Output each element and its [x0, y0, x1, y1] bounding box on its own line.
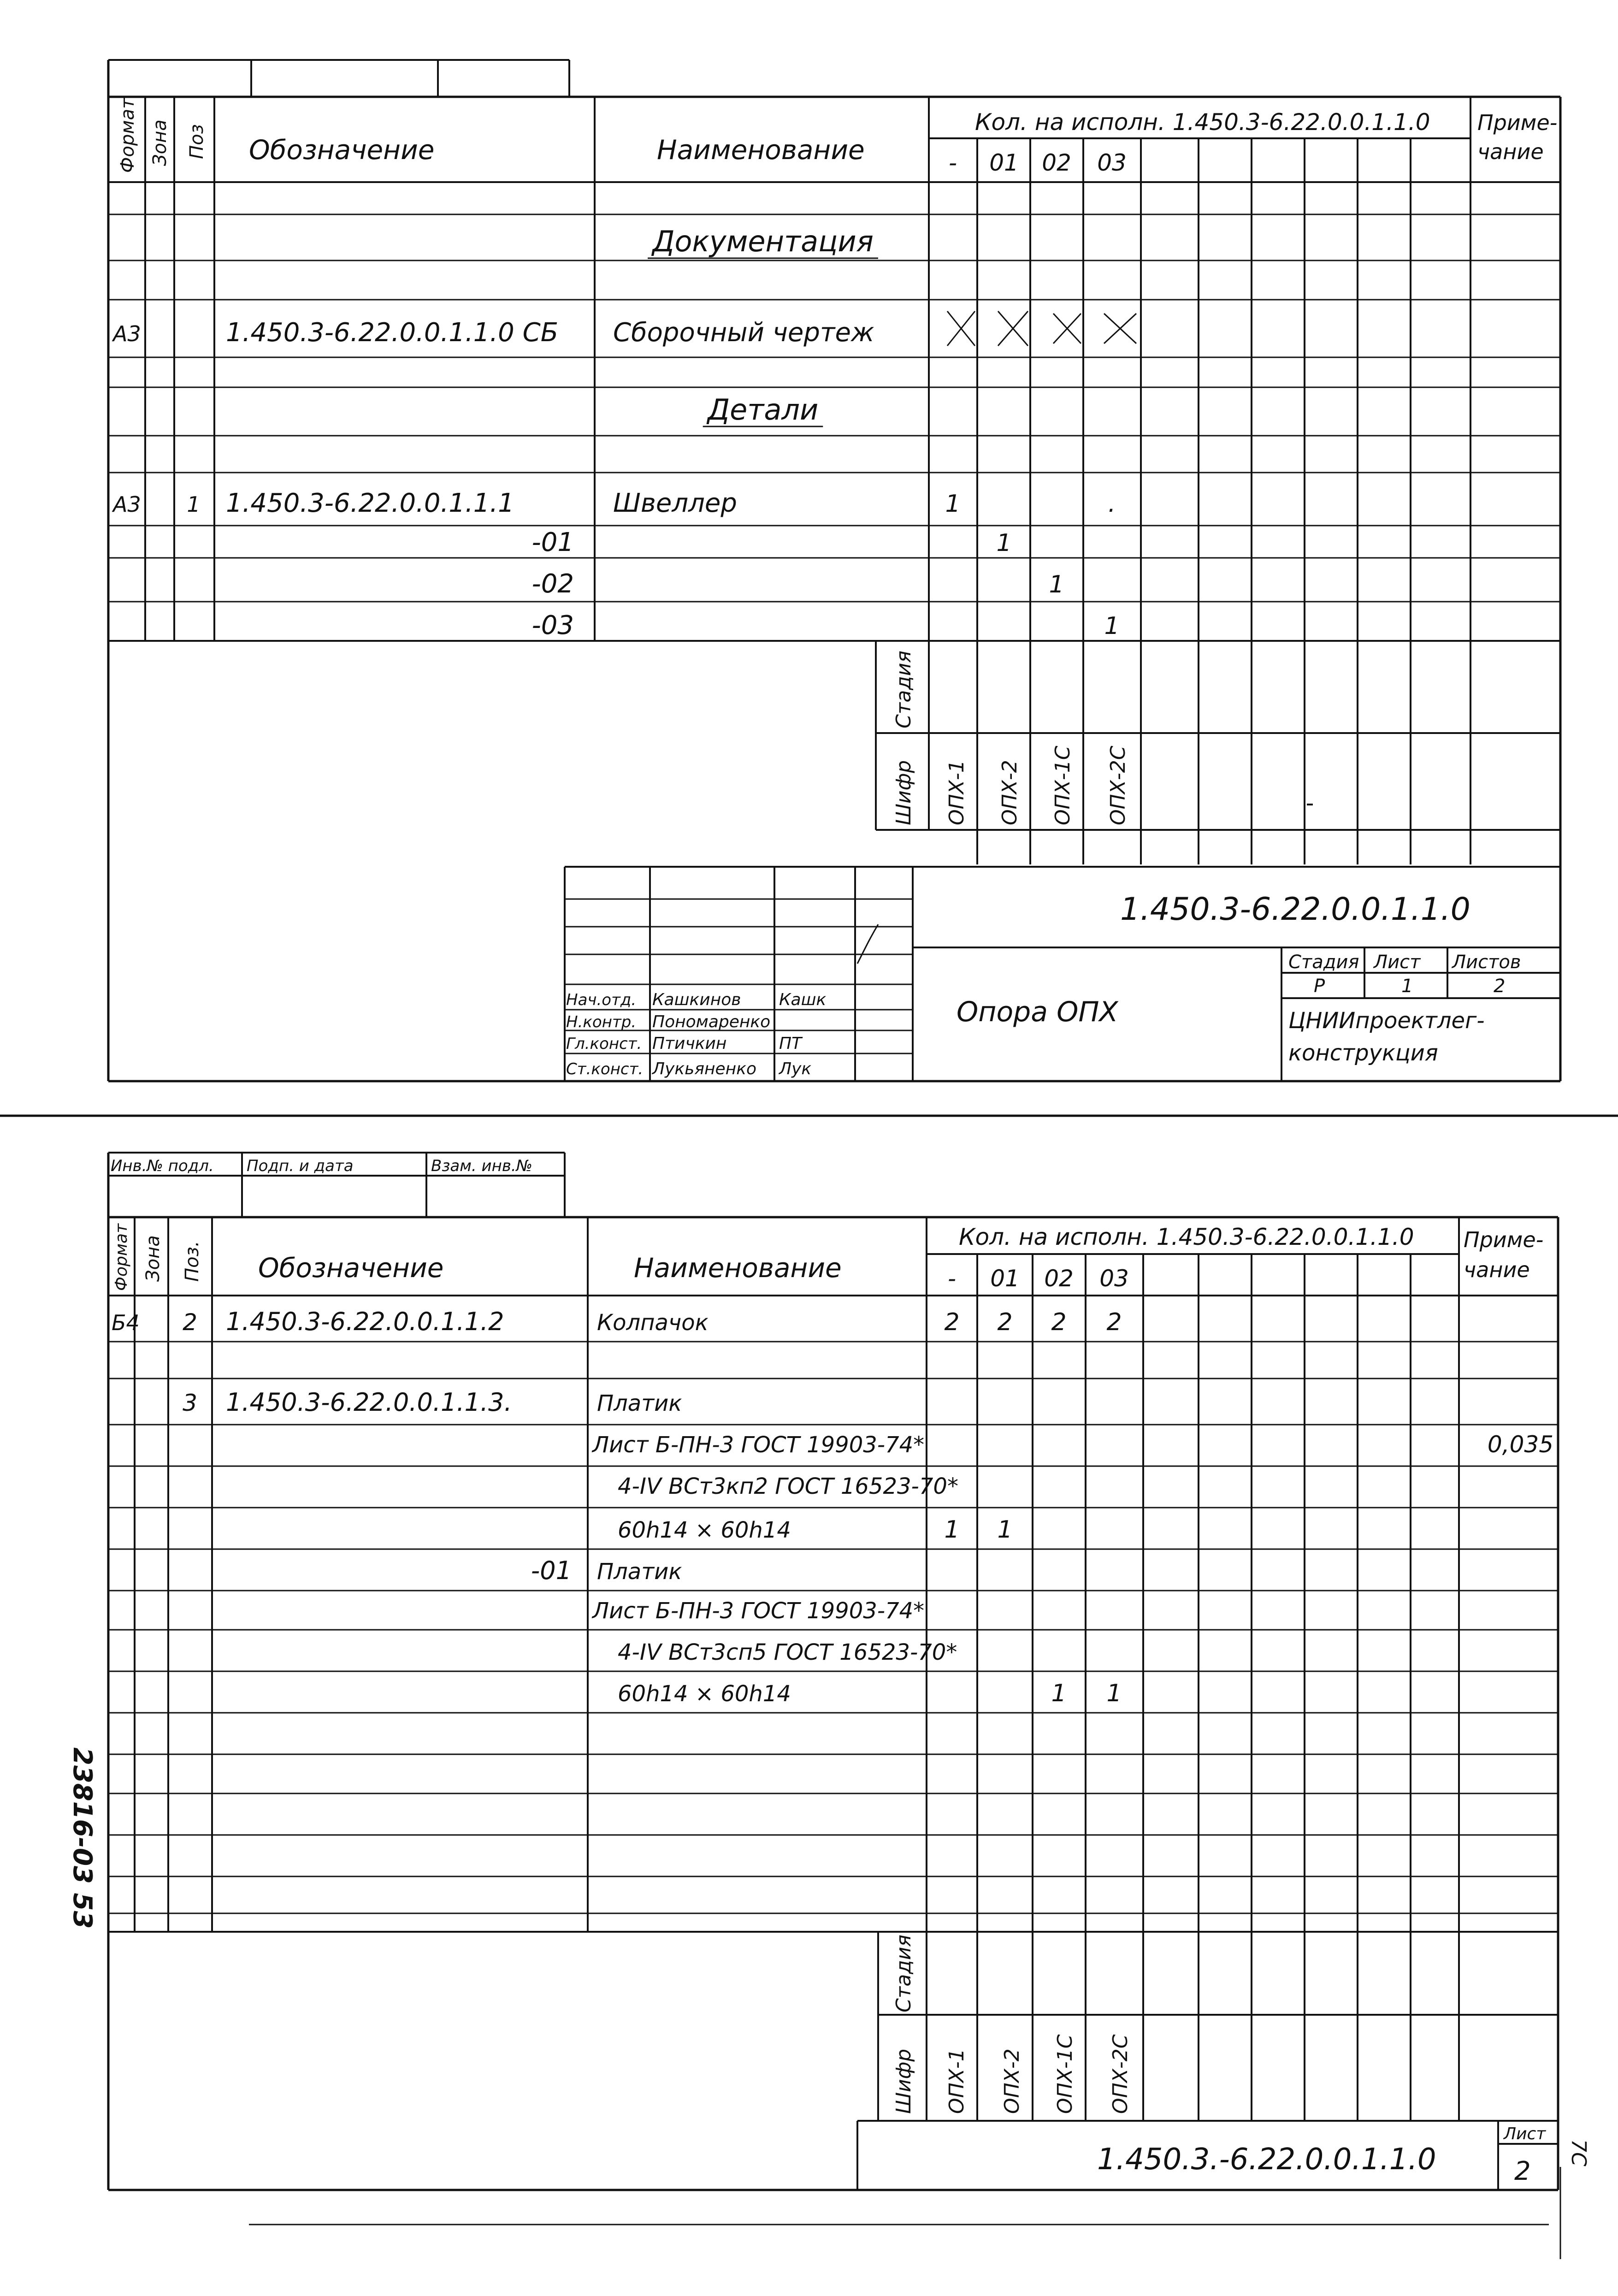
row-format: А3 — [113, 321, 141, 346]
sheet-2 — [67, 1153, 1590, 2259]
row-designation-2: 1.450.3-6.22.0.0.1.1.3. — [226, 1388, 512, 1417]
sheet1-rows — [112, 225, 1120, 640]
header-name-2: Наименование — [634, 1252, 842, 1284]
cipher-label: Шифр — [892, 760, 915, 825]
row-designation-2: 1.450.3-6.22.0.0.1.1.2 — [226, 1307, 504, 1336]
cipher-value-2: ОПХ-2 — [1000, 2048, 1024, 2114]
signatory-role: Н.контр. — [566, 1013, 637, 1031]
row-qty-2: 2 — [1051, 1308, 1067, 1336]
row-name: Швеллер — [613, 488, 737, 518]
signatory-name: Птичкин — [652, 1034, 727, 1053]
bottom-edge — [249, 2167, 1560, 2259]
org-line-1: ЦНИИпроектлег- — [1288, 1008, 1485, 1034]
header-qty-2: Кол. на исполн. 1.450.3-6.22.0.0.1.1.0 — [959, 1224, 1414, 1250]
cipher-value: ОПХ-2 — [998, 760, 1022, 825]
row-designation: -02 — [531, 569, 574, 599]
header-name: Наименование — [657, 134, 865, 166]
row-name-2: Колпачок — [597, 1310, 709, 1336]
exec-header-2: 03 — [1099, 1265, 1129, 1292]
sheet-value-2: 2 — [1514, 2156, 1531, 2186]
row-designation-2: -01 — [531, 1556, 572, 1585]
header-format-2: Формат — [112, 1223, 131, 1291]
signatory-name: Кашкинов — [652, 990, 741, 1009]
exec-header-2: 02 — [1044, 1265, 1074, 1292]
header-zone: Зона — [149, 119, 171, 166]
row-name-2: Лист Б-ПН-3 ГОСТ 19903-74* — [592, 1598, 925, 1624]
label-sign-date: Подп. и дата — [247, 1157, 354, 1175]
cipher-value: ОПХ-2С — [1106, 746, 1130, 825]
exec-header: 01 — [989, 149, 1019, 176]
sheets-value: 2 — [1494, 976, 1506, 997]
sheet1-vert-headers — [117, 97, 207, 173]
sheet2-exec-headers — [948, 1265, 1129, 1292]
sheet2-vert-headers — [112, 1223, 203, 1291]
row-pos: 1 — [187, 492, 201, 517]
cipher-values-2 — [945, 2034, 1132, 2114]
row-name-2: Платик — [597, 1559, 682, 1585]
cipher-value-2: ОПХ-1С — [1053, 2034, 1077, 2114]
sheet2-table-grid — [108, 1217, 1558, 2190]
label-replace-inv: Взам. инв.№ — [431, 1157, 533, 1175]
sheet1-table-grid — [108, 97, 1560, 864]
row-qty: 1 — [996, 529, 1012, 557]
stage-label-2: Стадия — [892, 1935, 915, 2012]
row-qty-2: 1 — [1106, 1680, 1122, 1707]
sheet-value: 1 — [1401, 976, 1413, 997]
exec-header: 02 — [1042, 149, 1071, 176]
stage-value: Р — [1314, 976, 1325, 997]
sheet-header: Лист — [1374, 952, 1421, 973]
side-stamp: 23816-03 53 — [67, 1747, 97, 1929]
row-pos-2: 2 — [183, 1309, 197, 1336]
row-name-2: 4-IV ВСт3кп2 ГОСТ 16523-70* — [618, 1473, 958, 1499]
row-qty-2: 1 — [997, 1516, 1013, 1544]
header-format: Формат — [117, 98, 138, 173]
signatory-name: Пономаренко — [652, 1012, 771, 1031]
sheet-header-2: Лист — [1504, 2124, 1546, 2143]
signatory-role: Ст.конст. — [566, 1060, 644, 1078]
row-qty-2: 2 — [1106, 1308, 1122, 1336]
doc-number-2: 1.450.3.-6.22.0.0.1.1.0 — [1097, 2142, 1436, 2177]
exec-header-2: 01 — [990, 1265, 1020, 1292]
sheet1-top-stub — [108, 60, 569, 97]
row-name-2: Лист Б-ПН-3 ГОСТ 19903-74* — [592, 1432, 925, 1458]
signature: Кашк — [779, 990, 827, 1009]
row-designation: -03 — [531, 610, 574, 640]
header-note-1: Приме- — [1477, 110, 1558, 135]
header-note-2b: чание — [1464, 1257, 1530, 1282]
sheet1-title-text — [957, 891, 1521, 1066]
signatory-role: Нач.отд. — [566, 991, 637, 1009]
header-pos: Поз — [186, 124, 207, 159]
row-pos-2: 3 — [183, 1390, 197, 1416]
sheet1-headers — [249, 109, 1557, 166]
header-note-2a: Приме- — [1464, 1227, 1544, 1252]
row-format-2: Б4 — [112, 1310, 140, 1335]
row-name-2: 4-IV ВСт3сп5 ГОСТ 16523-70* — [618, 1639, 957, 1665]
doc-title: Опора ОПХ — [957, 996, 1118, 1028]
doc-number: 1.450.3-6.22.0.0.1.1.0 — [1120, 891, 1470, 928]
cipher-value-2: ОПХ-1 — [945, 2048, 968, 2114]
row-qty: 1 — [1104, 612, 1120, 640]
row-qty-2: 1 — [1051, 1680, 1067, 1707]
header-note-2: чание — [1477, 139, 1544, 164]
row-designation: 1.450.3-6.22.0.0.1.1.1 — [226, 488, 514, 518]
exec-header: 03 — [1097, 149, 1127, 176]
row-name: Сборочный чертеж — [613, 318, 874, 348]
cipher-label-2: Шифр — [892, 2048, 915, 2114]
header-designation-2: Обозначение — [258, 1252, 444, 1284]
cipher-value: ОПХ-1С — [1051, 746, 1075, 825]
sheets-header: Листов — [1452, 952, 1521, 973]
label-inv-no: Инв.№ подл. — [111, 1157, 214, 1175]
section-heading: Документация — [652, 225, 874, 258]
cipher-values — [945, 746, 1130, 825]
sheet2-stage-cipher — [892, 1935, 1132, 2114]
row-qty-2: 1 — [944, 1516, 960, 1544]
header-zone-2: Зона — [142, 1235, 164, 1282]
signatory-role: Гл.конст. — [566, 1035, 642, 1053]
row-qty: . — [1108, 490, 1116, 518]
header-pos-2: Поз. — [182, 1241, 203, 1282]
cipher-value-2: ОПХ-2С — [1109, 2034, 1132, 2114]
signature: ПТ — [779, 1034, 802, 1053]
row-qty-2: 2 — [997, 1308, 1013, 1336]
sheet1-signatories — [566, 990, 827, 1078]
section-heading: Детали — [707, 393, 819, 426]
row-format: А3 — [113, 492, 141, 517]
sheet-1 — [108, 60, 1560, 1081]
row-name-2: 60h14 × 60h14 — [618, 1517, 791, 1543]
sheet2-top-labels — [111, 1157, 532, 1175]
header-qty: Кол. на исполн. 1.450.3-6.22.0.0.1.1.0 — [975, 109, 1430, 136]
row-note-2: 0,035 — [1487, 1431, 1553, 1458]
row-qty: 1 — [1049, 571, 1064, 598]
row-qty-2: 2 — [944, 1308, 960, 1336]
sheet1-signature-stroke — [857, 924, 878, 964]
cipher-value: ОПХ-1 — [945, 760, 968, 825]
sheet1-frame — [108, 60, 1560, 1081]
row-designation: 1.450.3-6.22.0.0.1.1.0 СБ — [226, 318, 559, 348]
sheet1-exec-headers — [949, 149, 1127, 176]
corner-mark: 7С — [1567, 2139, 1590, 2166]
exec-header: - — [948, 149, 957, 176]
row-designation: -01 — [531, 527, 574, 557]
stage-label: Стадия — [892, 651, 915, 728]
sheet1-stage-cipher — [892, 651, 1313, 825]
stage-header: Стадия — [1288, 952, 1359, 973]
signature: Лук — [779, 1059, 812, 1078]
org-line-2: конструкция — [1288, 1040, 1438, 1066]
exec-header-2: - — [947, 1265, 957, 1292]
sheet1-x-marks — [947, 311, 1136, 346]
signatory-name: Лукьяненко — [652, 1059, 756, 1078]
row-qty: 1 — [945, 490, 961, 518]
row-name-2: Платик — [597, 1391, 682, 1416]
row-name-2: 60h14 × 60h14 — [618, 1681, 791, 1707]
header-designation: Обозначение — [249, 134, 435, 166]
